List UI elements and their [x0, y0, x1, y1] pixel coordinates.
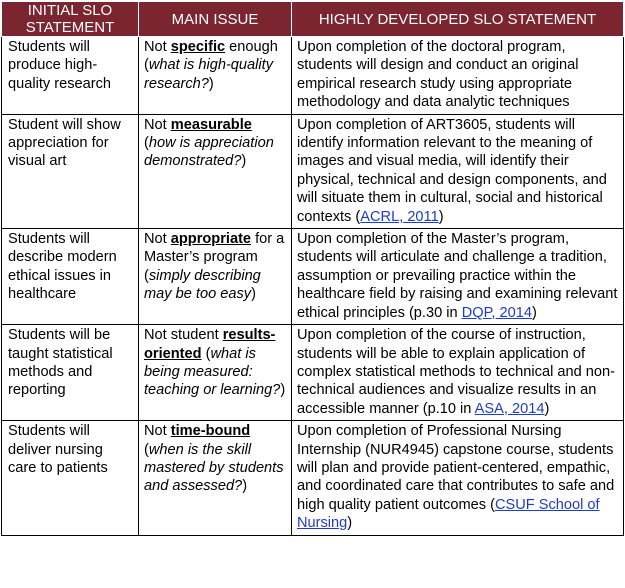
issue-mid: (: [144, 441, 149, 458]
main-issue-cell: [139, 421, 292, 535]
table-row: [2, 114, 624, 228]
issue-prefix: Not student: [144, 327, 223, 344]
table-row: [2, 229, 624, 325]
issue-keyword: appropriate: [170, 231, 252, 248]
developed-text: Upon completion of the doctoral program, students will design and conduct an original empirical research study using appropriate methodology and data analytic techniques: [297, 39, 579, 111]
initial-slo-cell: Students will describe modern ethical issues in healthcare: [2, 229, 139, 325]
developed-slo-cell: [292, 421, 624, 535]
citation-link[interactable]: ACRL, 2011: [360, 208, 439, 225]
main-issue-cell: [139, 325, 292, 421]
issue-prefix: Not: [144, 423, 171, 440]
issue-suffix: ): [280, 382, 286, 399]
citation-prefix: (: [351, 208, 361, 225]
issue-prefix: Not: [144, 39, 171, 55]
citation-prefix: (p.30 in: [404, 304, 462, 321]
initial-slo-cell: Students will be taught statistical methods and reporting: [2, 325, 139, 421]
issue-note: when is the skill mastered by students and assessed?: [144, 441, 284, 495]
issue-keyword: measurable: [170, 116, 252, 133]
developed-text: Upon completion of the Master’s program, students will articulate and challenge a tradition, assumption or prevailing practice within the healthcare field by raising and examining relevant ethical principles: [297, 231, 618, 321]
citation-link[interactable]: DQP, 2014: [461, 304, 533, 321]
header-initial-slo: INITIAL SLO STATEMENT: [2, 2, 139, 37]
developed-text: Upon completion of Professional Nursing Internship (NUR4945) capstone course, students will plan and provide patient-centered, empathic, and coordinated care that contributes to safe and high quality patient outcomes: [297, 423, 615, 513]
header-developed-slo: HIGHLY DEVELOPED SLO STATEMENT: [292, 2, 624, 37]
issue-prefix: Not: [144, 116, 171, 133]
issue-note: what is being measured: teaching or learning?: [144, 345, 281, 399]
issue-keyword: specific: [170, 39, 226, 55]
issue-prefix: Not: [144, 231, 171, 248]
issue-mid: enough (: [144, 39, 278, 74]
citation-suffix: ): [532, 304, 537, 321]
table-row: [2, 325, 624, 421]
citation-suffix: ): [544, 400, 550, 417]
header-row: [2, 2, 624, 37]
developed-slo-cell: [292, 229, 624, 325]
developed-text: Upon completion of ART3605, students will identify information relevant to the meaning of images and visual media, will identify their physical, technical and design components, and will situate them in cultural, social and historical contexts: [297, 116, 607, 225]
citation-suffix: ): [347, 515, 353, 532]
table-row: [2, 37, 624, 115]
initial-slo-cell: Students will deliver nursing care to patients: [2, 421, 139, 535]
issue-note: simply describing may be too easy: [144, 267, 261, 303]
issue-mid: (: [144, 135, 149, 152]
developed-slo-cell: [292, 114, 624, 228]
citation-prefix: (p.10 in: [418, 400, 475, 417]
table-row: [2, 421, 624, 535]
developed-slo-cell: [292, 325, 624, 421]
citation-prefix: (: [486, 496, 495, 513]
issue-keyword: results-oriented: [144, 327, 276, 362]
citation-link[interactable]: CSUF School of Nursing: [297, 496, 600, 532]
main-issue-cell: [139, 229, 292, 325]
initial-slo-cell: Student will show appreciation for visual art: [2, 114, 139, 228]
issue-suffix: ): [241, 153, 247, 170]
issue-suffix: ): [242, 478, 248, 495]
issue-suffix: ): [251, 286, 256, 303]
header-main-issue: MAIN ISSUE: [139, 2, 292, 37]
issue-mid: (: [201, 345, 211, 362]
issue-note: how is appreciation demonstrated?: [144, 135, 274, 170]
developed-text: Upon completion of the course of instruction, students will be able to explain application of complex statistical methods to technical and non-technical audiences and visualize results in an accessible manner: [297, 327, 615, 417]
initial-slo-cell: Students will produce high-quality research: [2, 37, 139, 115]
developed-slo-cell: [292, 37, 624, 115]
issue-suffix: ): [208, 75, 214, 92]
main-issue-cell: [139, 114, 292, 228]
slo-table: [1, 1, 624, 536]
main-issue-cell: [139, 37, 292, 115]
issue-mid: for a Master’s program (: [144, 231, 285, 284]
citation-link[interactable]: ASA, 2014: [474, 400, 545, 417]
issue-keyword: time-bound: [170, 423, 251, 440]
citation-suffix: ): [438, 208, 444, 225]
issue-note: what is high-quality research?: [144, 57, 273, 92]
